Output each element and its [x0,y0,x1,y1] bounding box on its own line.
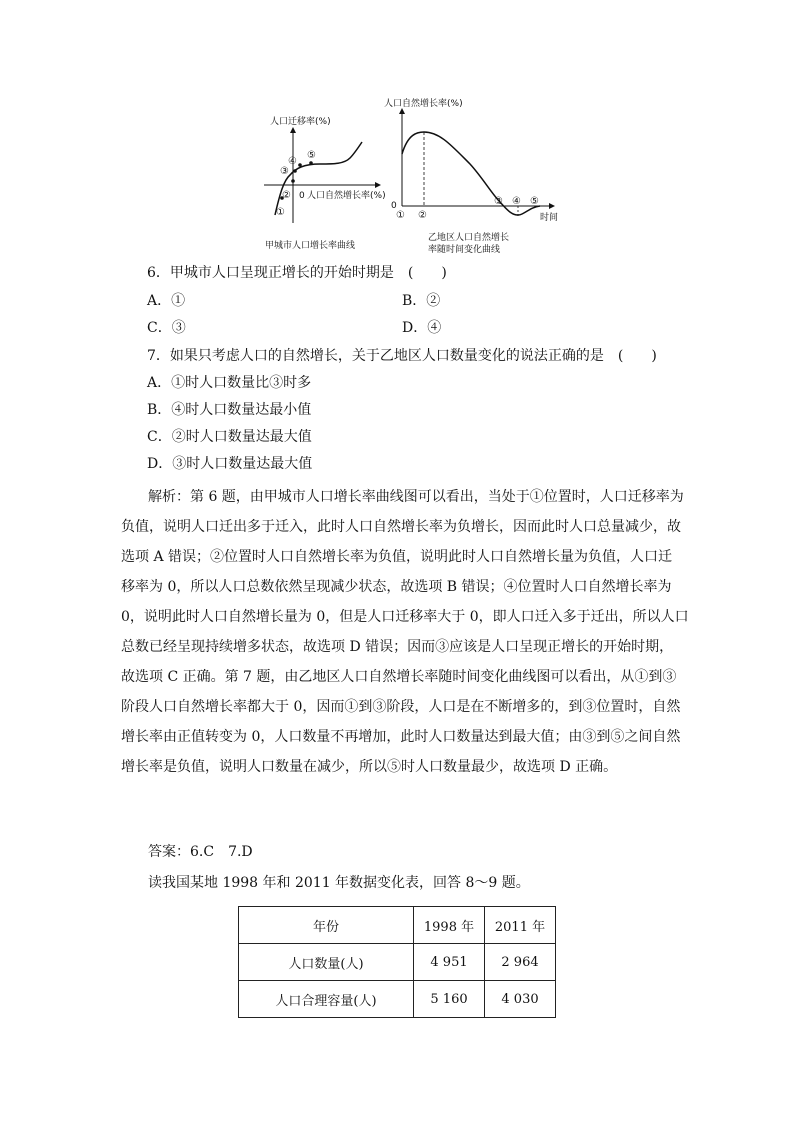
right-origin-label: 0 [391,201,397,211]
left-point-label-4: ④ [288,156,297,167]
analysis-line: 增长率由正值转变为 0，人口数量不再增加，此时人口数量达到最大值；由③到⑤之间自然 [121,729,681,745]
right-caption-line1: 乙地区人口自然增长 [428,233,510,243]
right-y-axis-label: 人口自然增长率(%) [384,99,463,109]
left-point-label-5: ⑤ [307,150,316,161]
analysis-line: 负值，说明人口迁出多于迁入，此时人口自然增长率为负增长，因而此时人口总量减少，故 [121,519,681,535]
table-header-cell: 年份 [239,907,414,944]
analysis-line: 阶段人口自然增长率都大于 0，因而①到③阶段，人口是在不断增多的，到③位置时，自然 [121,699,681,715]
analysis-line: 选项 A 错误；②位置时人口自然增长率为负值，说明此时人口自然增长量为负值，人口迁 [121,549,673,565]
q7-option-c: C．②时人口数量达最大值 [147,429,312,445]
q6-option-d: D．④ [402,320,442,336]
left-point-marker-4 [298,163,302,167]
table-cell: 人口合理容量(人) [239,981,414,1018]
analysis-line: 解析：第 6 题，由甲城市人口增长率曲线图可以看出，当处于①位置时，人口迁移率为 [148,489,684,505]
left-chart-figure [262,108,387,258]
right-point-label-4: ④ [512,196,521,207]
left-point-marker-3 [293,169,297,173]
table-row [239,981,556,1018]
table-header-row [239,907,556,944]
q7-stem: 7．如果只考虑人口的自然增长，关于乙地区人口数量变化的说法正确的是 ( ) [147,348,657,364]
table-row [239,944,556,981]
q6-option-c: C．③ [147,320,186,336]
left-point-label-3: ③ [280,166,289,177]
answer-line: 答案：6.C 7.D [148,844,253,860]
analysis-line: 移率为 0，所以人口总数依然呈现减少状态，故选项 B 错误；④位置时人口自然增长率为 [121,579,672,595]
left-caption: 甲城市人口增长率曲线 [265,241,356,251]
right-chart-figure [382,94,562,254]
q6-option-b: B．② [402,293,441,309]
analysis-line: 0，说明此时人口自然增长量为 0，但是人口迁移率大于 0，即人口迁入多于迁出，所以人口 [121,609,689,625]
left-x-axis-label: 人口自然增长率(%) [307,191,386,201]
left-point-label-2: ② [282,190,291,201]
analysis-line: 总数已经呈现持续增多状态，故选项 D 错误；因而③应该是人口呈现正增长的开始时期， [121,639,674,655]
q7-option-b: B．④时人口数量达最小值 [147,402,312,418]
right-x-axis-label: 时间 [540,213,559,223]
right-point-label-3: ③ [494,196,503,207]
table-cell: 4 030 [485,981,556,1018]
intro-line: 读我国某地 1998 年和 2011 年数据变化表，回答 8～9 题。 [148,875,530,891]
analysis-paragraph [121,482,689,782]
left-curve [275,142,362,215]
left-point-label-1: ① [276,207,285,218]
table-cell: 2 964 [485,944,556,981]
q7-option-d: D．③时人口数量达最大值 [147,456,313,472]
q6-stem: 6．甲城市人口呈现正增长的开始时期是 ( ) [147,265,447,281]
right-point-label-2: ② [418,210,427,221]
data-table [238,906,556,1018]
left-point-marker-5 [309,161,313,165]
table-header-cell: 1998 年 [414,907,485,944]
right-point-label-5: ⑤ [530,196,539,207]
table-cell: 人口数量(人) [239,944,414,981]
table-cell: 4 951 [414,944,485,981]
right-caption-line2: 率随时间变化曲线 [428,245,501,254]
table-header-cell: 2011 年 [485,907,556,944]
analysis-line: 故选项 C 正确。第 7 题，由乙地区人口自然增长率随时间变化曲线图可以看出，从①到③ [121,669,677,685]
right-point-label-1: ① [396,210,405,221]
left-origin-label: 0 [299,191,305,201]
q7-option-a: A．①时人口数量比③时多 [147,375,312,391]
q6-option-a: A．① [147,293,186,309]
analysis-line: 增长率是负值，说明人口数量在减少，所以⑤时人口数量最少，故选项 D 正确。 [121,759,618,775]
left-point-marker-2 [291,179,295,183]
left-y-axis-label: 人口迁移率(%) [270,117,331,127]
table-cell: 5 160 [414,981,485,1018]
